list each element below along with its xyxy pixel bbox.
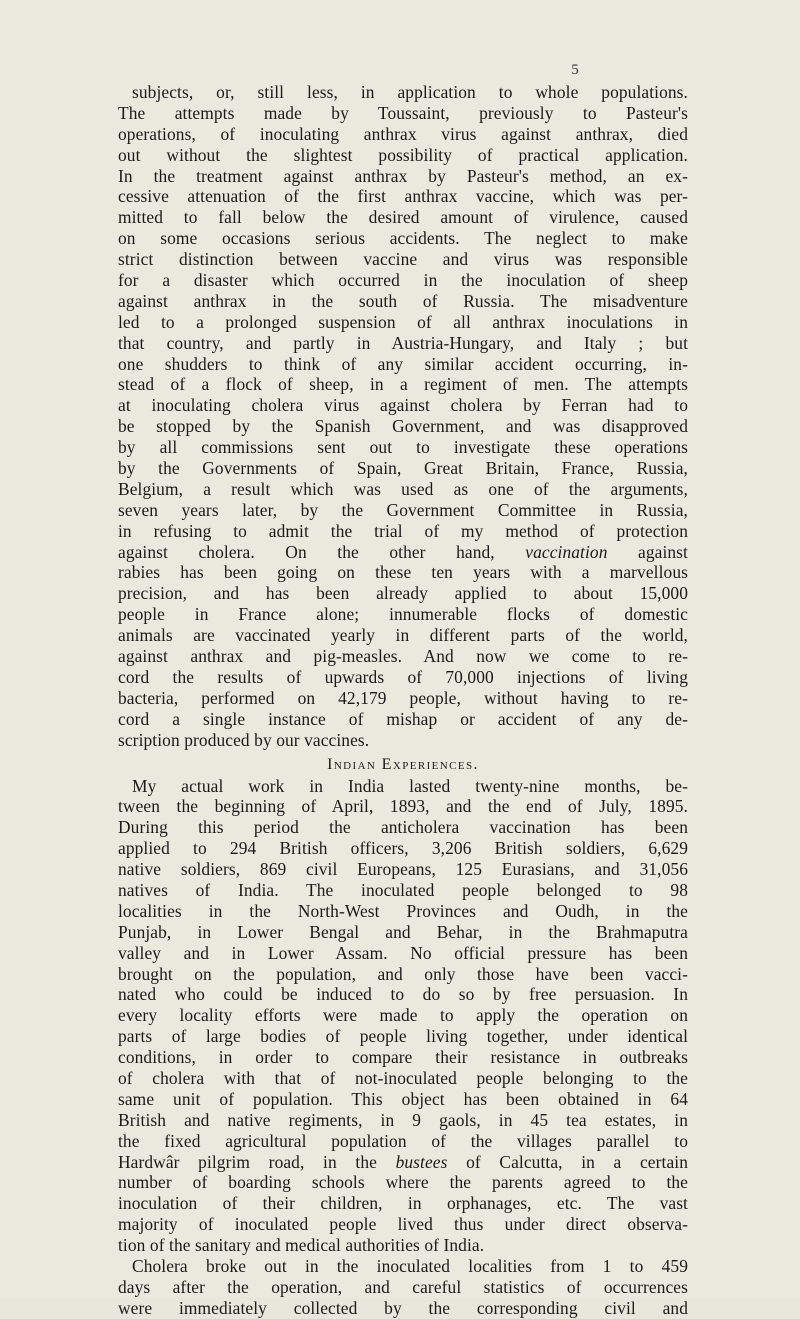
text-line: days after the operation, and careful statistics of occurrences — [118, 1276, 688, 1297]
text-line: nated who could be induced to do so by free persuasion. In — [118, 984, 688, 1005]
text-line: parts of large bodies of people living together, under identical — [118, 1026, 688, 1047]
text-line: be stopped by the Spanish Government, and was disapproved — [118, 416, 688, 437]
section-heading: Indian Experiences. — [327, 755, 479, 773]
paragraph-1 — [118, 82, 688, 751]
text-line: animals are vaccinated yearly in different parts of the world, — [118, 625, 688, 646]
text-line: subjects, or, still less, in application to whole populations. — [132, 82, 688, 102]
text-line: in refusing to admit the trial of my method of protection — [118, 520, 688, 541]
text-line: were immediately collected by the corresponding civil and — [118, 1297, 688, 1318]
text-line: During this period the anticholera vaccination has been — [118, 817, 688, 838]
text-line: Hardwâr pilgrim road, in the bustees of Calcutta, in a certain — [118, 1151, 688, 1172]
text-line: seven years later, by the Government Committee in Russia, — [118, 499, 688, 520]
text-line: majority of inoculated people lived thus under direct observa- — [118, 1214, 688, 1235]
text-line: British and native regiments, in 9 gaols, in 45 tea estates, in — [118, 1109, 688, 1130]
text-line: led to a prolonged suspension of all anthrax inoculations in — [118, 311, 688, 332]
text-line: Punjab, in Lower Bengal and Behar, in the Brahmaputra — [118, 921, 688, 942]
text-line: Cholera broke out in the inoculated localities from 1 to 459 — [132, 1255, 688, 1276]
page-number: 5 — [571, 62, 579, 78]
body-text — [118, 82, 688, 1319]
text-line: native soldiers, 869 civil Europeans, 125 Eurasians, and 31,056 — [118, 859, 688, 880]
text-line: that country, and partly in Austria-Hungary, and Italy ; but — [118, 332, 688, 353]
paragraph-3 — [118, 1256, 688, 1319]
text-line: every locality efforts were made to apply the operation on — [118, 1005, 688, 1026]
text-line: for a disaster which occurred in the inoculation of sheep — [118, 270, 688, 291]
text-line: tion of the sanitary and medical authorities of India. — [118, 1235, 485, 1256]
text-line: against anthrax in the south of Russia. The misadventure — [118, 290, 688, 311]
text-line: valley and in Lower Assam. No official pressure has been — [118, 942, 688, 963]
text-line: The attempts made by Toussaint, previously to Pasteur's — [118, 102, 688, 123]
text-line: natives of India. The inoculated people belonged to 98 — [118, 879, 688, 900]
text-line: bacteria, performed on 42,179 people, without having to re- — [118, 687, 688, 708]
text-line: tween the beginning of April, 1893, and the end of July, 1895. — [118, 796, 688, 817]
text-line: against anthrax and pig-measles. And now we come to re- — [118, 646, 688, 667]
text-line: mitted to fall below the desired amount of virulence, caused — [118, 207, 688, 228]
text-line: Belgium, a result which was used as one of the arguments, — [118, 478, 688, 499]
text-line: localities in the North-West Provinces and Oudh, in the — [118, 900, 688, 921]
text-line: by the Governments of Spain, Great Britain, France, Russia, — [118, 458, 688, 479]
text-line: inoculation of their children, in orphanages, etc. The vast — [118, 1193, 688, 1214]
text-line: number of boarding schools where the parents agreed to the — [118, 1172, 688, 1193]
text-line: of cholera with that of not-inoculated people belonging to the — [118, 1067, 688, 1088]
text-line: strict distinction between vaccine and virus was responsible — [118, 249, 688, 270]
text-line: brought on the population, and only those have been vacci- — [118, 963, 688, 984]
paragraph-2 — [118, 776, 688, 1256]
text-line: In the treatment against anthrax by Pasteur's method, an ex- — [118, 165, 688, 186]
text-line: My actual work in India lasted twenty-nine months, be- — [132, 775, 688, 796]
text-line: applied to 294 British officers, 3,206 British soldiers, 6,629 — [118, 838, 688, 859]
text-line: rabies has been going on these ten years with a marvellous — [118, 562, 688, 583]
text-line: cord the results of upwards of 70,000 injections of living — [118, 666, 688, 687]
text-line: stead of a flock of sheep, in a regiment of men. The attempts — [118, 374, 688, 395]
text-line: same unit of population. This object has been obtained in 64 — [118, 1088, 688, 1109]
text-line: at inoculating cholera virus against cholera by Ferran had to — [118, 395, 688, 416]
text-line: cord a single instance of mishap or accident of any de- — [118, 708, 688, 729]
text-line: operations, of inoculating anthrax virus against anthrax, died — [118, 123, 688, 144]
text-line: the fixed agricultural population of the villages parallel to — [118, 1130, 688, 1151]
text-line: scription produced by our vaccines. — [118, 729, 370, 750]
text-line: on some occasions serious accidents. The neglect to make — [118, 228, 688, 249]
text-line: out without the slightest possibility of practical application. — [118, 144, 688, 165]
text-line: by all commissions sent out to investigate these operations — [118, 437, 688, 458]
text-line: against cholera. On the other hand, vaccination against — [118, 541, 688, 562]
text-line: conditions, in order to compare their resistance in outbreaks — [118, 1047, 688, 1068]
text-line: people in France alone; innumerable flocks of domestic — [118, 604, 688, 625]
text-line: one shudders to think of any similar accident occurring, in- — [118, 353, 688, 374]
text-line: cessive attenuation of the first anthrax vaccine, which was per- — [118, 186, 688, 207]
text-line: precision, and has been already applied to about 15,000 — [118, 583, 688, 604]
